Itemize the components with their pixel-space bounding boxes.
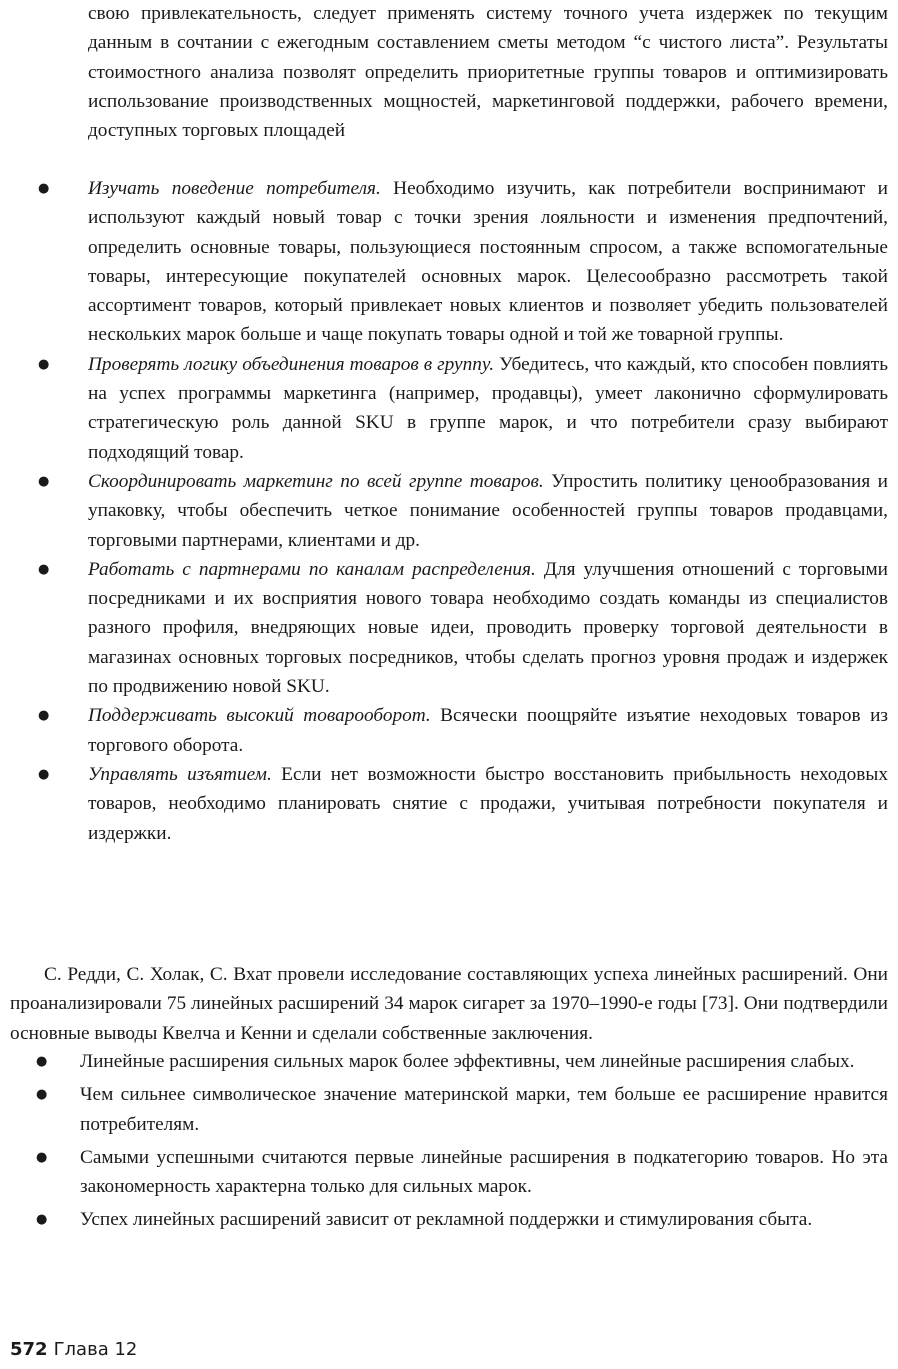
bullet-icon: ● (38, 708, 50, 724)
item-text: Чем сильнее символическое значение материнской марки, тем больше ее расширение нравится потребителям. (80, 1084, 888, 1135)
bullet-icon: ● (36, 1149, 48, 1165)
list-item (0, 1047, 888, 1076)
item-lead: Изучать поведение потребителя. (88, 178, 381, 199)
item-lead: Скоординировать маркетинг по всей группе товаров. (88, 470, 544, 492)
list-item (0, 467, 888, 555)
item-text: Если нет возможности быстро восстановить прибыльность неходовых товаров, необходимо планировать снятие с продажи, учитывая потребности покупателя и издержки. (88, 763, 889, 844)
item-text: Упростить политику ценообразования и упаковку, чтобы обеспечить четкое понимание особенностей группы товаров продавцами, торговыми партнерами, клиентами и др. (88, 470, 888, 551)
chapter-label: Глава 12 (53, 1339, 138, 1360)
list-item (0, 1143, 888, 1202)
item-lead: Управлять изъятием. (88, 763, 272, 785)
body-paragraph: С. Редди, С. Холак, С. Вхат провели исследование составляющих успеха линейных расширений. Они проанализировали 75 линейных расширений 34 марок сигарет за 1970–1990-е годы [73]. Они подтвердили основные выводы Квелча и Кенни и сделали собственные заключения. (10, 964, 888, 1044)
continuation-text: свою привлекательность, следует применять систему точного учета издержек по текущим данным в сочтании с ежегодным составлением сметы методом “с чистого листа”. Результаты стоимостного анализа позволят определить приоритетные группы товаров и оптимизировать использование производственных мощностей, маркетинговой поддержки, рабочего времени, доступных торговых площадей (88, 3, 888, 142)
list-item (0, 350, 888, 467)
bullet-icon: ● (38, 473, 50, 489)
page-number: 572 (10, 1339, 48, 1360)
bullet-icon: ● (38, 356, 50, 372)
list-item (0, 174, 888, 350)
page-footer (10, 1339, 137, 1360)
item-text: Всячески поощряйте изъятие неходовых товаров из торгового оборота. (88, 705, 889, 756)
list-item (0, 1205, 888, 1234)
bullet-icon: ● (38, 181, 50, 196)
bullet-icon: ● (36, 1054, 48, 1069)
item-lead: Работать с партнерами по каналам распределения. (88, 558, 536, 580)
bullet-icon: ● (36, 1087, 48, 1103)
item-lead: Поддерживать высокий товарооборот. (88, 705, 431, 727)
list-item (0, 1080, 888, 1139)
item-text: Необходимо изучить, как потребители воспринимают и используют каждый новый товар с точки зрения лояльности и изменения предпочтений, определить основные товары, пользующиеся постоянным спросом, а также вспомогательные товары, интересующие покупателей основных марок. Целесообразно рассмотреть такой ассортимент товаров, который привлекает новых клиентов и позволяет убедить пользователей нескольких марок больше и чаще покупать товары одной и той же товарной группы. (88, 178, 888, 346)
item-text: Линейные расширения сильных марок более эффективны, чем линейные расширения слабых. (80, 1051, 855, 1072)
item-text: Для улучшения отношений с торговыми посредниками и их восприятия нового товара необходимо создать команды из специалистов разного профиля, внедряющих новые идеи, проводить проверку торговой деятельности в магазинах основных торговых посредников, чтобы сделать прогноз уровня продаж и издержек по продвижению новой SKU. (88, 558, 888, 698)
list-item (0, 760, 888, 848)
recommendations-list (0, 174, 898, 848)
bullet-icon: ● (38, 561, 50, 577)
list-item (0, 555, 888, 701)
item-text: Убедитесь, что каждый, кто способен повлиять на успех программы маркетинга (например, продавцы), умеет лаконично сформулировать стратегическую роль данной SKU в группе марок, и что потребители сразу выбирают подходящий товар. (88, 353, 888, 463)
list-item (0, 701, 888, 760)
findings-list (0, 1047, 898, 1239)
item-lead: Проверять логику объединения товаров в группу. (88, 353, 495, 375)
bullet-icon: ● (36, 1212, 48, 1228)
item-text: Самыми успешными считаются первые линейные расширения в подкатегорию товаров. Но эта закономерность характерна только для сильных марок. (80, 1146, 888, 1198)
bullet-icon: ● (38, 766, 50, 782)
item-text: Успех линейных расширений зависит от рекламной поддержки и стимулирования сбыта. (80, 1209, 813, 1231)
